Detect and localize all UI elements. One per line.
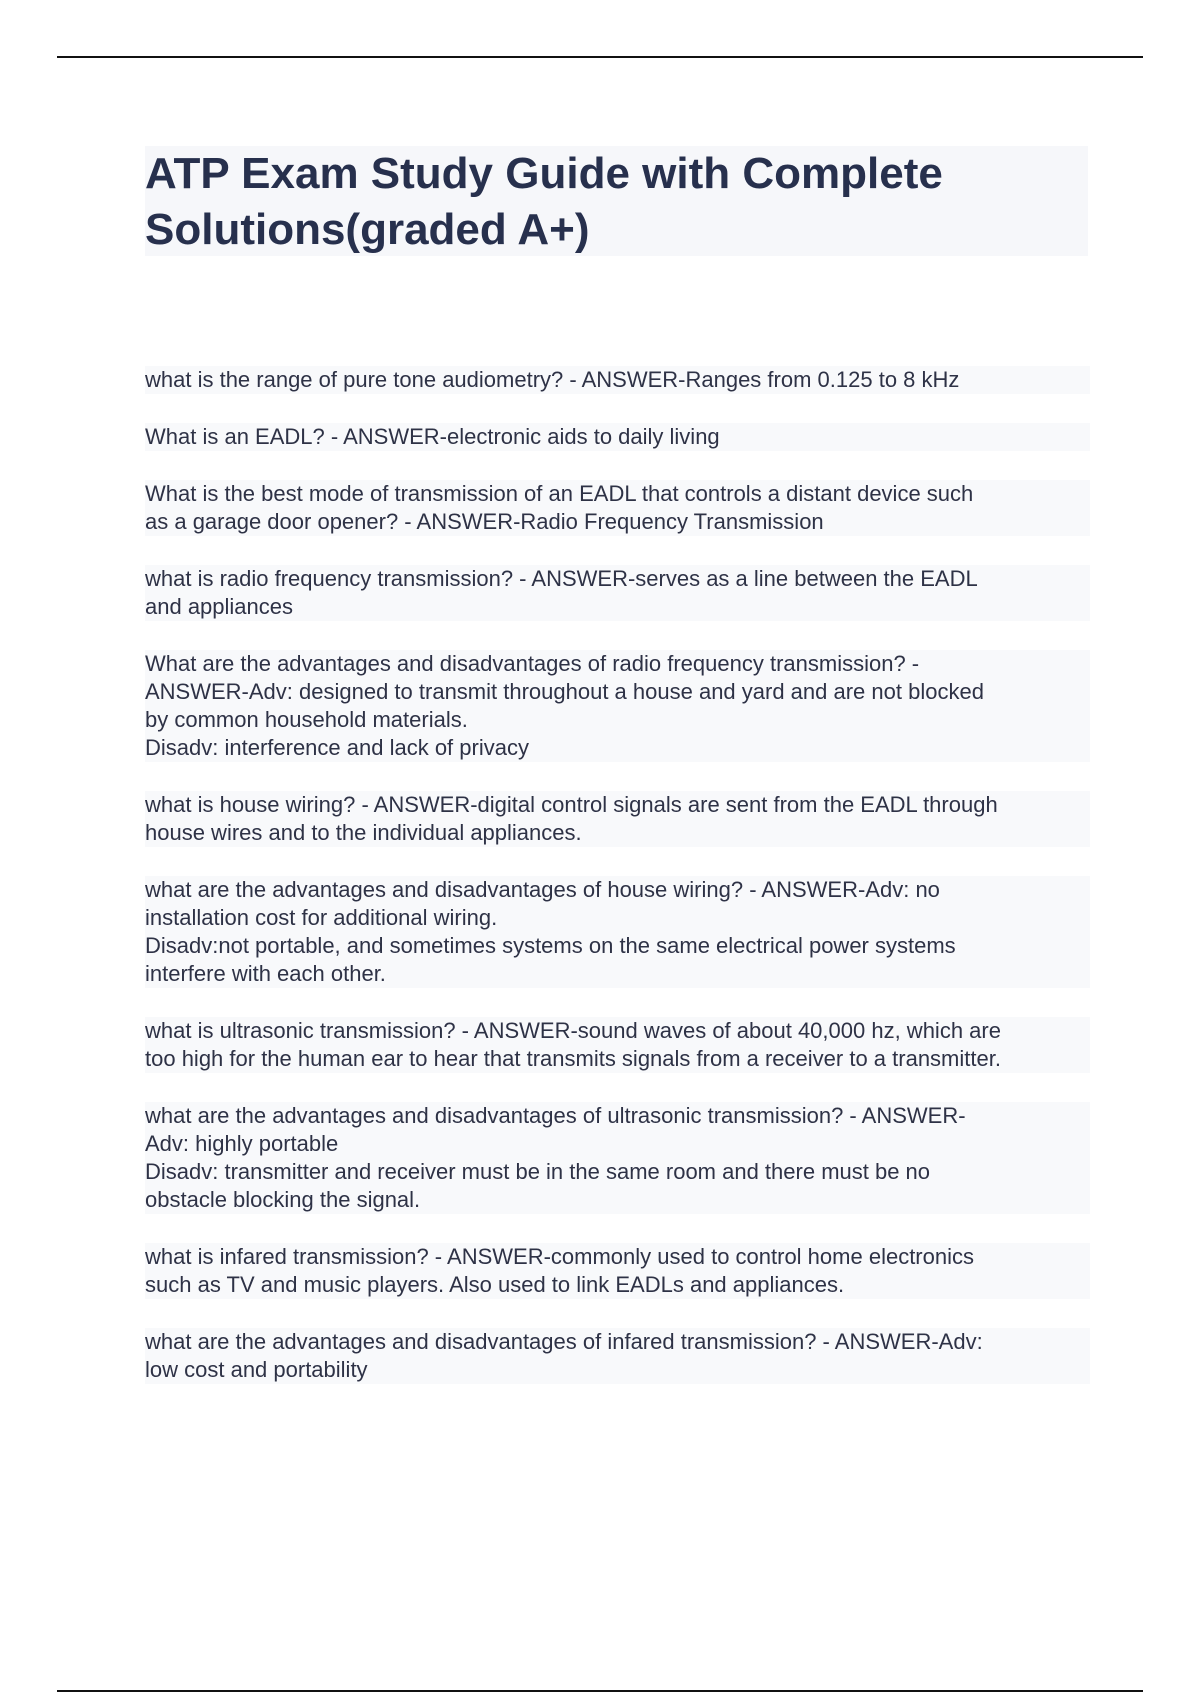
qa-item: [145, 1017, 1090, 1073]
qa-line: What are the advantages and disadvantages of radio frequency transmission? -: [145, 651, 920, 676]
qa-line: What is the best mode of transmission of an EADL that controls a distant device such: [145, 481, 974, 506]
qa-line: What is an EADL? - ANSWER-electronic aids to daily living: [145, 424, 720, 449]
qa-line: what is infared transmission? - ANSWER-commonly used to control home electronics: [145, 1244, 974, 1269]
qa-item: [145, 565, 1090, 621]
qa-item: [145, 480, 1090, 536]
qa-item: [145, 791, 1090, 847]
qa-line: Disadv:not portable, and sometimes systems on the same electrical power systems: [145, 933, 956, 958]
qa-line: installation cost for additional wiring.: [145, 905, 498, 930]
qa-item: [145, 650, 1090, 762]
qa-line: what are the advantages and disadvantages of house wiring? - ANSWER-Adv: no: [145, 877, 940, 902]
qa-line: what is radio frequency transmission? - ANSWER-serves as a line between the EADL: [145, 566, 978, 591]
qa-line: Disadv: interference and lack of privacy: [145, 735, 529, 760]
qa-line: such as TV and music players. Also used to link EADLs and appliances.: [145, 1272, 845, 1297]
qa-item: [145, 1102, 1090, 1214]
qa-item: [145, 1328, 1090, 1384]
footer-rule: [57, 1690, 1143, 1692]
qa-line: and appliances: [145, 594, 294, 619]
qa-line: ANSWER-Adv: designed to transmit throughout a house and yard and are not blocked: [145, 679, 984, 704]
qa-line: as a garage door opener? - ANSWER-Radio Frequency Transmission: [145, 509, 824, 534]
qa-list: [145, 366, 1090, 1413]
qa-line: Disadv: transmitter and receiver must be in the same room and there must be no: [145, 1159, 931, 1184]
qa-line: house wires and to the individual appliances.: [145, 820, 582, 845]
document-title: ATP Exam Study Guide with Complete Solutions(graded A+): [145, 149, 943, 254]
qa-line: what is the range of pure tone audiometry? - ANSWER-Ranges from 0.125 to 8 kHz: [145, 367, 960, 392]
qa-line: Adv: highly portable: [145, 1131, 339, 1156]
qa-line: what is ultrasonic transmission? - ANSWER-sound waves of about 40,000 hz, which are: [145, 1018, 1001, 1043]
qa-line: too high for the human ear to hear that transmits signals from a receiver to a transmitter.: [145, 1046, 1001, 1071]
qa-item: [145, 423, 1090, 451]
title-block: [145, 146, 1088, 256]
qa-line: obstacle blocking the signal.: [145, 1187, 421, 1212]
qa-line: interfere with each other.: [145, 961, 386, 986]
qa-line: what are the advantages and disadvantages of infared transmission? - ANSWER-Adv:: [145, 1329, 983, 1354]
qa-line: what is house wiring? - ANSWER-digital control signals are sent from the EADL through: [145, 792, 998, 817]
header-rule: [57, 56, 1143, 58]
qa-line: by common household materials.: [145, 707, 468, 732]
qa-line: low cost and portability: [145, 1357, 368, 1382]
qa-item: [145, 876, 1090, 988]
qa-line: what are the advantages and disadvantages of ultrasonic transmission? - ANSWER-: [145, 1103, 966, 1128]
qa-item: [145, 1243, 1090, 1299]
qa-item: [145, 366, 1090, 394]
